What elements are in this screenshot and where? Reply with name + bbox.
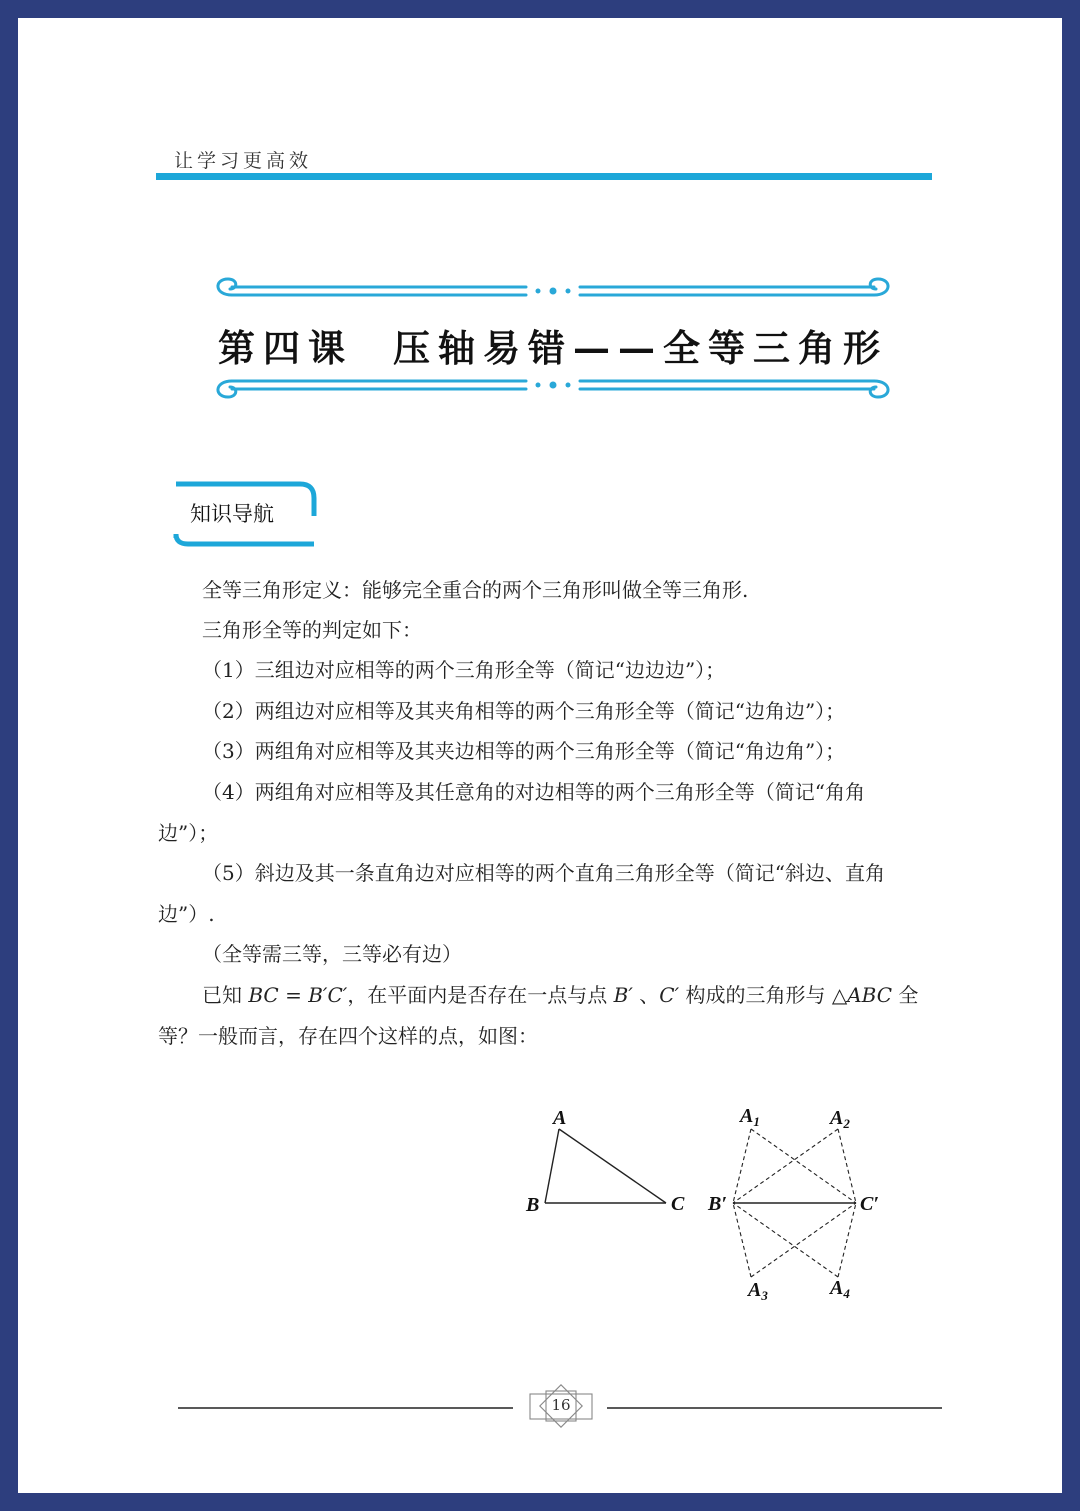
ornament-top-dot-1 (536, 289, 541, 294)
header-rule (156, 173, 932, 180)
rule-5-line-2: 边”）. (158, 902, 215, 926)
label-a4-letter: A (830, 1277, 844, 1299)
question-text-1: 已知 (202, 983, 249, 1007)
ornament-top-dot-3 (566, 289, 571, 294)
criteria-intro: 三角形全等的判定如下： (202, 618, 422, 642)
page-number: 16 (551, 1396, 571, 1414)
ornament-bottom-dot-1 (536, 383, 541, 388)
label-a3-letter: A (748, 1279, 762, 1301)
label-a3 (746, 1279, 768, 1303)
label-a2-letter: A (830, 1108, 844, 1129)
lesson-title (208, 318, 898, 372)
ornament-bottom-right-curl (870, 381, 888, 397)
label-a2 (828, 1108, 850, 1131)
dash-a1-cprime (751, 1129, 856, 1203)
math-bc: BC (248, 983, 279, 1007)
rule-2: （2）两组边对应相等及其夹角相等的两个三角形全等（简记“边角边”）； (202, 699, 846, 723)
label-c: C (671, 1193, 685, 1215)
label-a3-sub: 3 (761, 1288, 768, 1303)
math-bprime: B′ (613, 983, 633, 1007)
dash-a1-bprime (733, 1129, 751, 1203)
section-title: 知识导航 (190, 502, 274, 526)
rule-1: （1）三组边对应相等的两个三角形全等（简记“边边边”）； (202, 658, 726, 682)
ornament-bottom-dot-3 (566, 383, 571, 388)
dash-a3-cprime (751, 1203, 856, 1277)
label-cprime: C′ (860, 1193, 879, 1215)
rule-4-line-1: （4）两组角对应相等及其任意角的对边相等的两个三角形全等（简记“角角 (202, 780, 865, 804)
label-a4-sub: 4 (843, 1286, 850, 1301)
header-slogan: 让学习更高效 (174, 150, 313, 172)
dash-a3-bprime (733, 1203, 751, 1277)
question-line-1 (202, 975, 924, 1015)
lesson-name: 压轴易错——全等三角形 (393, 326, 888, 370)
label-a4 (828, 1277, 850, 1301)
math-cprime: C′ (659, 983, 680, 1007)
label-a1-letter: A (740, 1108, 754, 1127)
label-b: B (526, 1194, 540, 1216)
dash-a4-bprime (733, 1203, 838, 1277)
definition-text: 全等三角形定义：能够完全重合的两个三角形叫做全等三角形. (202, 578, 749, 602)
math-bprime-cprime: B′C′ (308, 983, 348, 1007)
congruence-figure (518, 1108, 918, 1328)
ornament-top-right-curl (870, 279, 888, 295)
dash-a4-cprime (838, 1203, 856, 1277)
ornament-top-dot-2 (550, 288, 557, 295)
mnemonic: （全等需三等，三等必有边） (202, 942, 462, 966)
page (18, 18, 1062, 1493)
math-abc: ABC (847, 983, 893, 1007)
label-a2-sub: 2 (843, 1116, 850, 1131)
label-a1 (738, 1108, 760, 1129)
question-text-6: 全 (892, 983, 919, 1007)
question-text-5: 构成的三角形与 △ (679, 983, 848, 1007)
edge-ac (559, 1129, 666, 1203)
edge-ab (545, 1129, 559, 1203)
question-text-3: ，在平面内是否存在一点与点 (347, 983, 614, 1007)
rule-3: （3）两组角对应相等及其夹边相等的两个三角形全等（简记“角边角”）； (202, 739, 846, 763)
label-a1-sub: 1 (753, 1114, 760, 1129)
rule-5-line-1: （5）斜边及其一条直角边对应相等的两个直角三角形全等（简记“斜边、直角 (202, 861, 885, 885)
lesson-number: 第四课 (218, 326, 353, 370)
rule-4-line-2: 边”）； (158, 821, 219, 845)
label-a: A (553, 1108, 567, 1129)
dash-a2-cprime (838, 1129, 856, 1203)
dash-a2-bprime (733, 1129, 838, 1203)
question-text-4: 、 (632, 983, 660, 1007)
question-text-2: = (278, 983, 309, 1007)
question-line-2: 等？一般而言，存在四个这样的点，如图： (158, 1024, 538, 1048)
label-bprime: B′ (708, 1193, 727, 1215)
ornament-bottom-dot-2 (550, 382, 557, 389)
